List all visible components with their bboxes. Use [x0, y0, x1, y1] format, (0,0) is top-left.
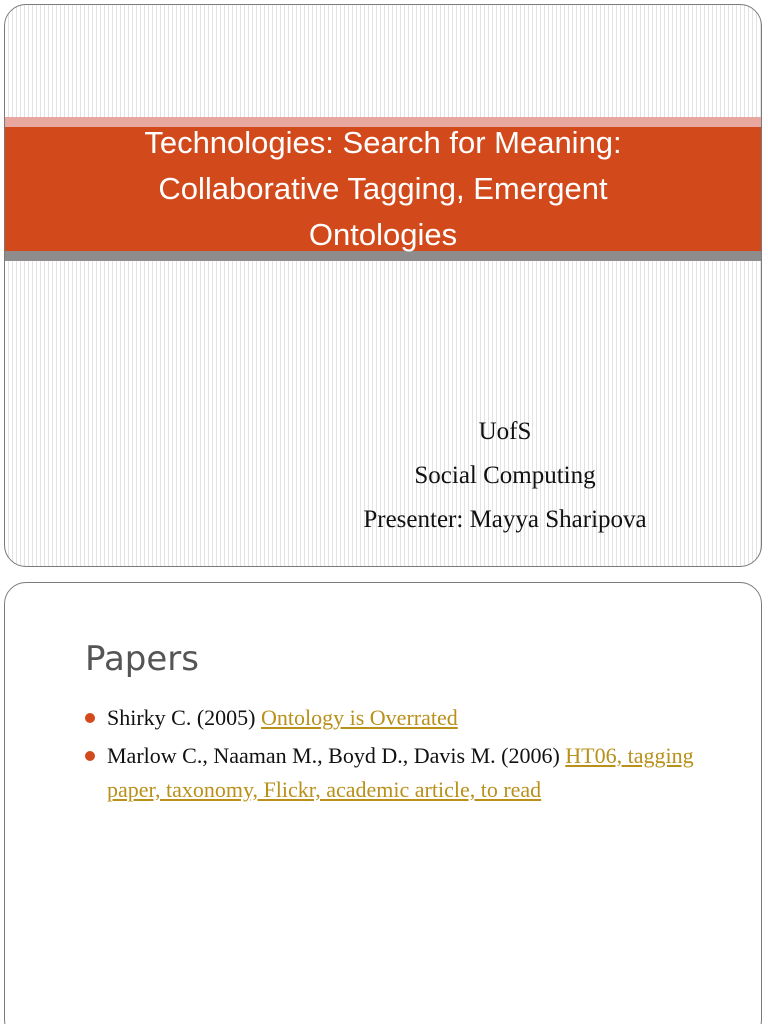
bullet-icon	[85, 713, 95, 723]
slide-title-line: Collaborative Tagging, Emergent	[158, 171, 608, 206]
slide-title-line: Ontologies	[308, 217, 458, 252]
slide-title	[65, 127, 701, 251]
subtitle-course: Social Computing	[414, 462, 596, 489]
bullet-icon	[85, 751, 95, 761]
papers-slide	[4, 582, 762, 1024]
title-slide	[4, 4, 762, 567]
list-item	[85, 739, 711, 807]
reference-link[interactable]: HT06, tagging paper, taxonomy, Flickr, academic article, to read	[107, 743, 694, 802]
reference-list	[85, 701, 711, 811]
papers-heading: Papers	[85, 639, 200, 679]
reference-link[interactable]: Ontology is Overrated	[261, 705, 458, 730]
reference-text: Shirky C. (2005)	[107, 705, 261, 730]
list-item	[85, 701, 711, 735]
subtitle-presenter: Presenter: Mayya Sharipova	[363, 506, 647, 533]
subtitle-institution: UofS	[478, 418, 532, 445]
slide-title-line: Technologies: Search for Meaning:	[144, 125, 622, 160]
slide-subtitle	[305, 410, 705, 542]
reference-text: Marlow C., Naaman M., Boyd D., Davis M. (2006)	[107, 743, 566, 768]
